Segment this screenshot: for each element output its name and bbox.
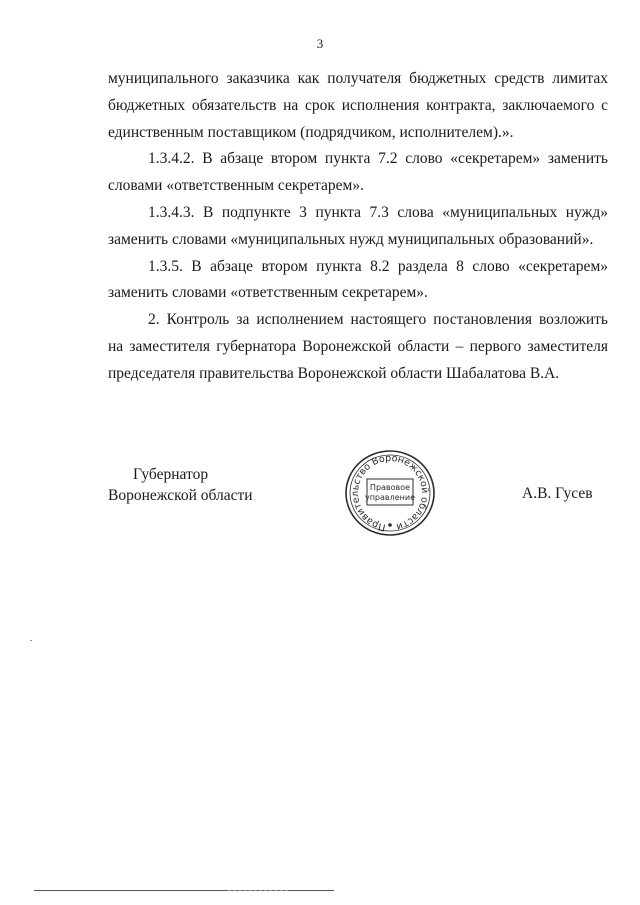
paragraph-continuation: муниципального заказчика как получателя бюджетных средств лимитах бюджетных обязательств на срок исполнения контракта, заключаемого с единственным поставщиком (подрядчиком, исполнителем).». [108,70,608,141]
signature-block [0,446,640,546]
page-number: 3 [316,36,324,51]
signatory-name: А.В. Гусев [522,485,593,502]
signatory-title-line2: Воронежской области [108,487,253,504]
seal-star-icon [388,523,392,527]
paragraph-2-control: 2. Контроль за исполнением настоящего постановления возложить на заместителя губернатора Воронежской области – первого заместителя председателя правительства Воронежской области Шабалатова В.А. [108,311,608,382]
seal-ring-text: Правительство Воронежской области [349,452,431,533]
signatory-title [108,464,258,506]
seal-inner-line1: Правовое [369,483,411,492]
seal-inner-line2: управление [364,493,416,502]
official-seal-stamp [340,446,440,540]
signatory-title-line1: Губернатор [133,466,209,483]
scan-speck [30,640,32,641]
document-body [108,66,608,388]
footer-rule [34,890,334,891]
paragraph-1-3-4-2: 1.3.4.2. В абзаце втором пункта 7.2 слово «секретарем» заменить словами «ответственным секретарем». [108,150,608,195]
seal-graphic [340,446,440,540]
paragraph-1-3-4-3: 1.3.4.3. В подпункте 3 пункта 7.3 слова «муниципальных нужд» заменить словами «муниципальных нужд муниципальных образований». [108,203,608,248]
footer-rule-dashed [228,890,288,891]
paragraph-1-3-5: 1.3.5. В абзаце втором пункта 8.2 раздела 8 слово «секретарем» заменить словами «ответственным секретарем». [108,257,608,302]
